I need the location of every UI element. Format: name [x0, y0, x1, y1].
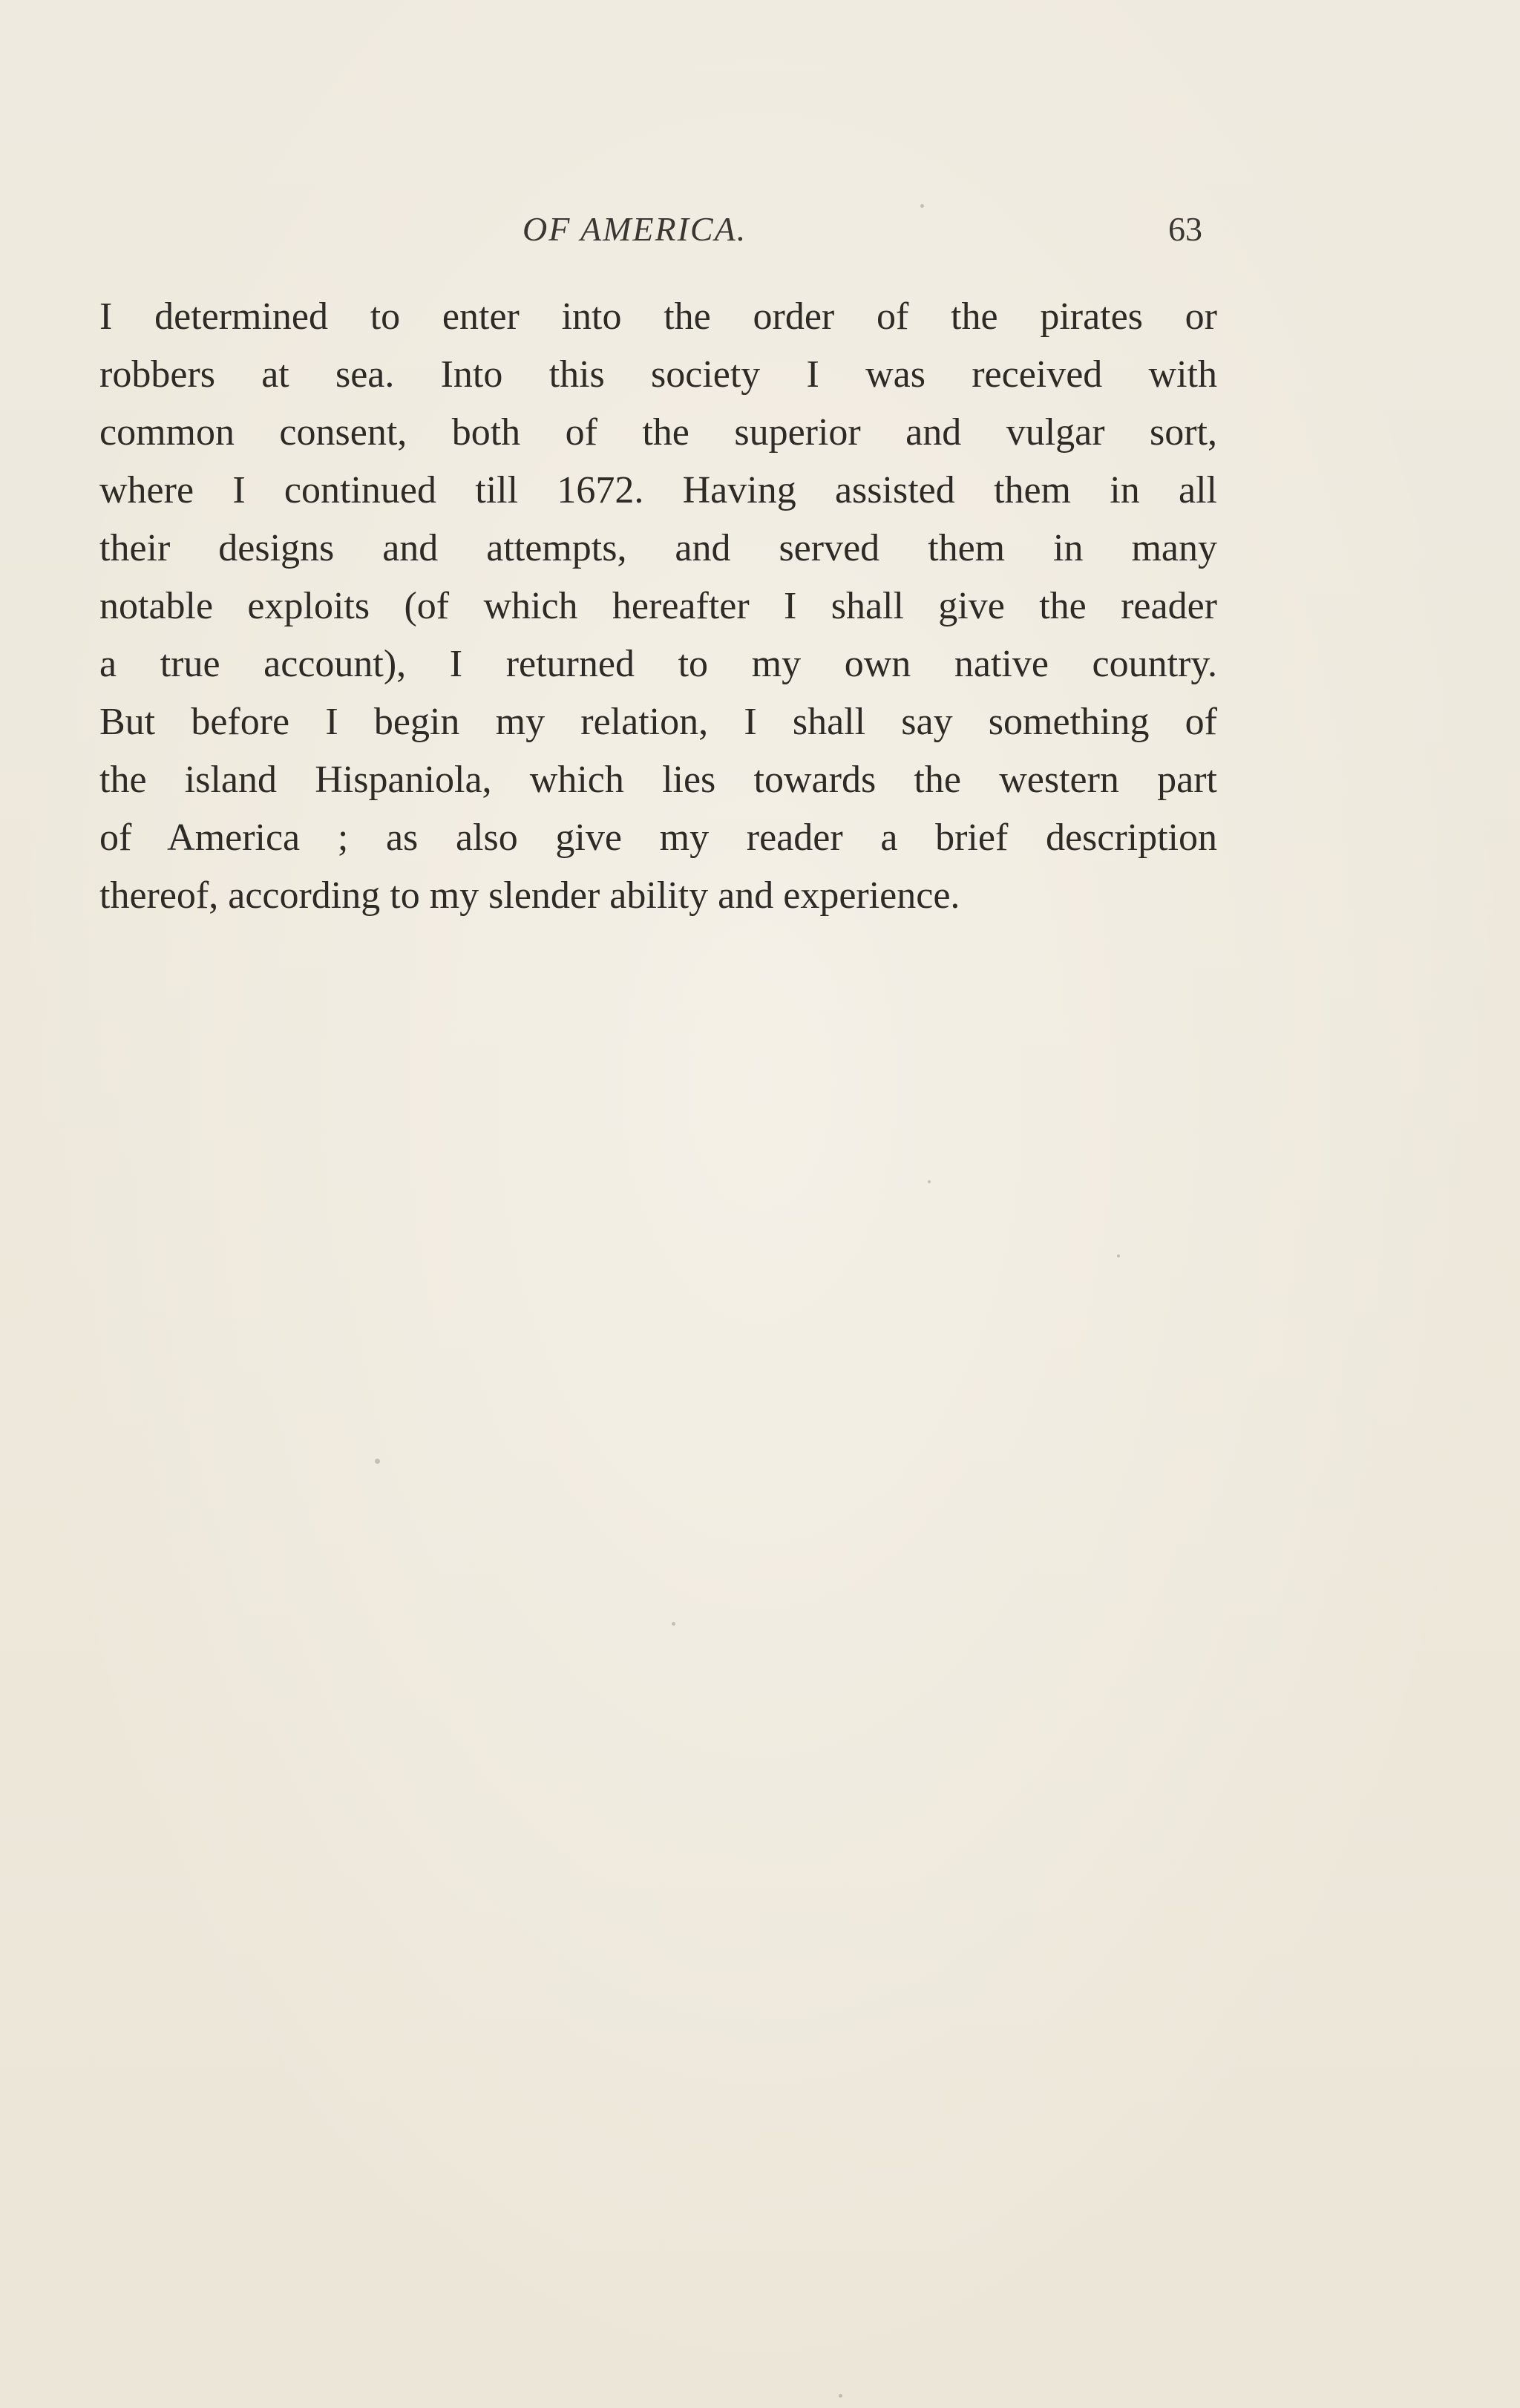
- paper-speck: [839, 2394, 842, 2398]
- text-line: thereof, according to my slender ability and experience.: [99, 874, 960, 917]
- text-line: common consent, both of the superior and vulgar sort,: [99, 411, 1217, 454]
- text-line: notable exploits (of which hereafter I shall give the reader: [99, 585, 1217, 627]
- text-line: I determined to enter into the order of the pirates or: [99, 295, 1217, 338]
- paper-speck: [672, 1622, 675, 1626]
- text-line: where I continued till 1672. Having assisted them in all: [99, 469, 1217, 511]
- body-text: [99, 288, 1217, 925]
- running-header: [99, 209, 1213, 261]
- running-title: OF AMERICA.: [522, 210, 747, 248]
- paper-speck: [1117, 1254, 1120, 1257]
- paper-speck: [375, 1459, 380, 1464]
- page-number: 63: [1168, 210, 1202, 248]
- text-line: a true account), I returned to my own native country.: [99, 643, 1217, 685]
- paper-speck: [928, 1180, 931, 1183]
- text-line: their designs and attempts, and served them in many: [99, 527, 1217, 569]
- text-line: But before I begin my relation, I shall say something of: [99, 701, 1217, 743]
- paper-speck: [920, 204, 924, 208]
- text-line: robbers at sea. Into this society I was received with: [99, 353, 1217, 396]
- text-line: the island Hispaniola, which lies towards the western part: [99, 759, 1217, 801]
- text-line: of America ; as also give my reader a brief description: [99, 817, 1217, 859]
